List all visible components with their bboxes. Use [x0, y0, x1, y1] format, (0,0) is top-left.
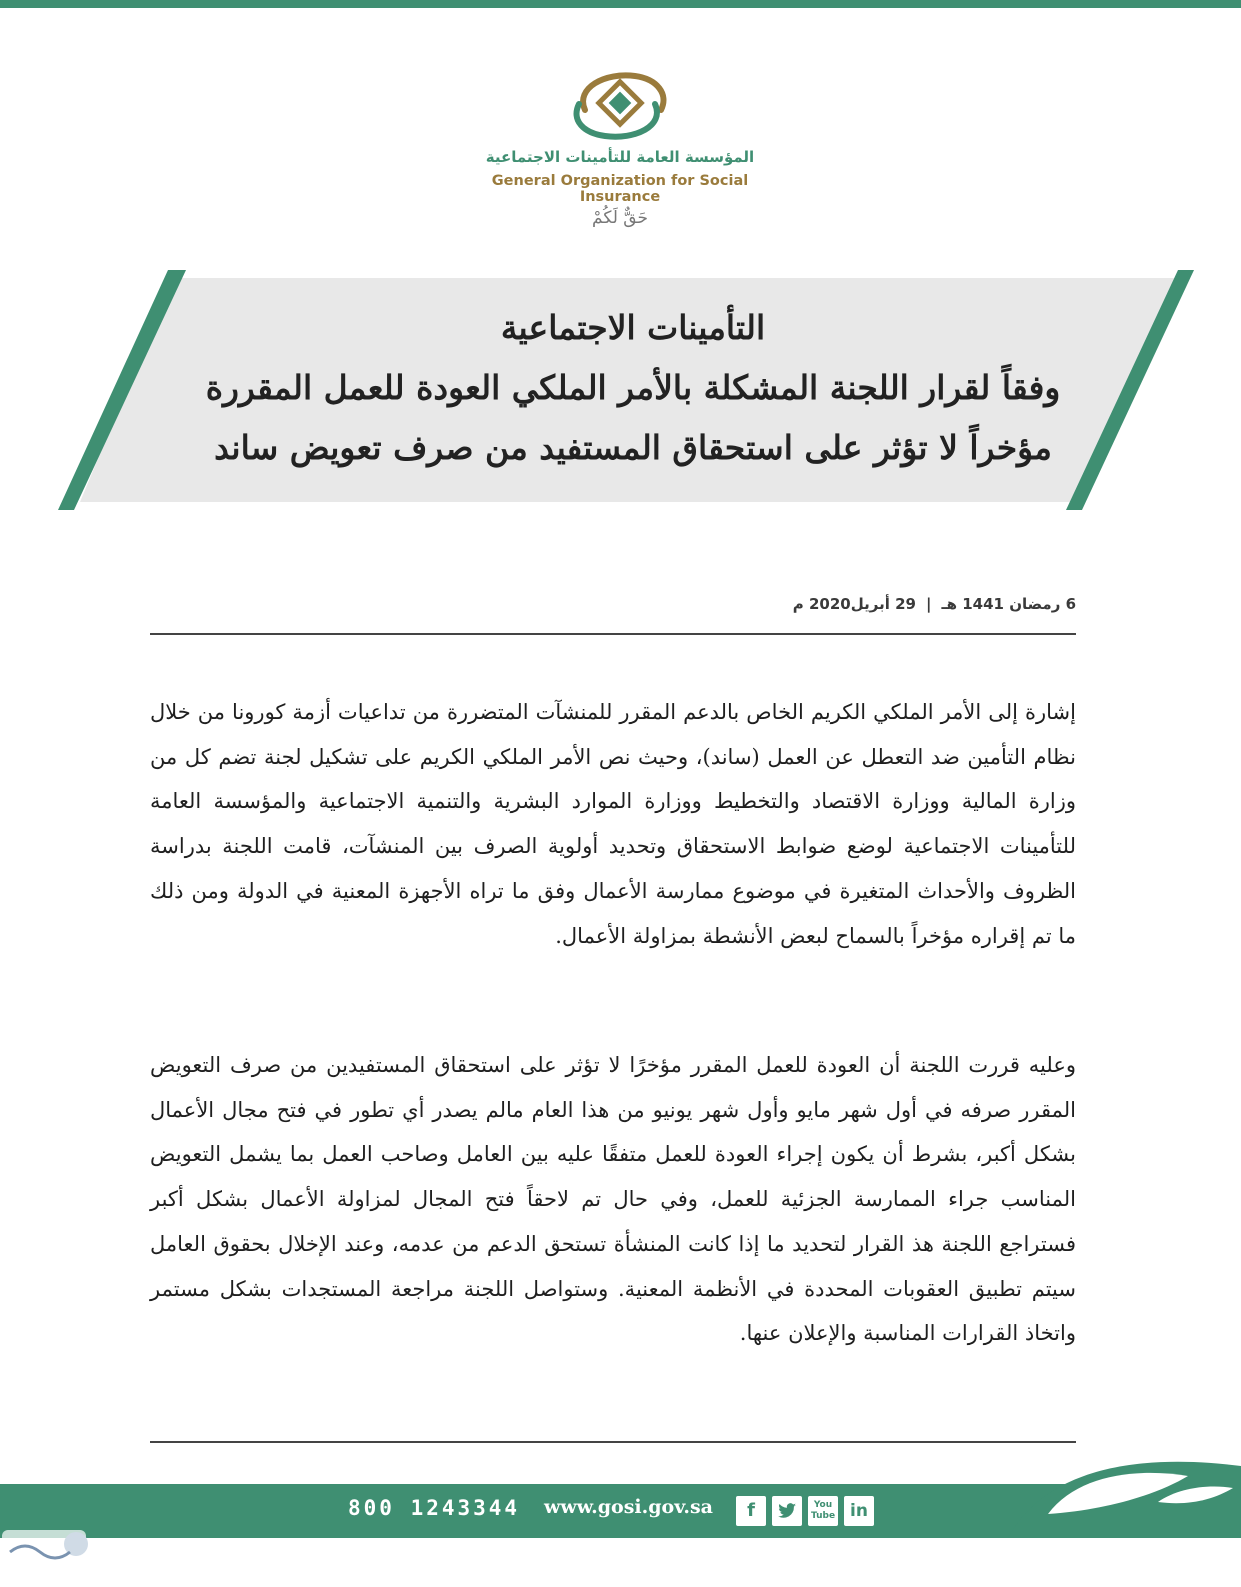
- youtube-label-top: You: [813, 1500, 833, 1510]
- linkedin-icon[interactable]: in: [844, 1496, 874, 1526]
- title-line-1: التأمينات الاجتماعية: [500, 308, 766, 347]
- youtube-label-bottom: Tube: [810, 1511, 836, 1521]
- divider-top: [150, 633, 1076, 635]
- gosi-logo: [465, 70, 775, 240]
- watermark-icon: [0, 1522, 100, 1572]
- tagline: حَقٌّ لَكُمْ: [592, 208, 648, 228]
- date-hijri: 6 رمضان 1441 هـ: [941, 595, 1076, 613]
- divider-bottom: [150, 1441, 1076, 1443]
- date-separator: |: [925, 595, 932, 613]
- date-gregorian: 29 أبريل2020 م: [792, 595, 916, 613]
- footer-phone[interactable]: 800 1243344: [348, 1496, 521, 1520]
- title-banner: [58, 270, 1208, 515]
- org-name-english: General Organization for Social Insurance: [491, 173, 749, 205]
- youtube-icon[interactable]: [808, 1496, 838, 1526]
- twitter-icon[interactable]: [772, 1496, 802, 1526]
- title-line-2: وفقاً لقرار اللجنة المشكلة بالأمر الملكي العودة للعمل المقررة: [205, 368, 1061, 407]
- gosi-logo-icon: [565, 70, 675, 142]
- body-paragraph-1: إشارة إلى الأمر الملكي الكريم الخاص بالدعم المقرر للمنشآت المتضررة من تداعيات أزمة كورونا من خلال نظام التأمين ضد التعطل عن العمل (ساند)، وحيث نص الأمر الملكي الكريم على تشكيل لجنة تضم كل من وزارة المالية ووزارة الاقتصاد والتخطيط ووزارة الموارد البشرية والتنمية الاجتماعية والمؤسسة العامة للتأمينات الاجتماعية لوضع ضوابط الاستحقاق وتحديد أولوية الصرف بين المنشآت، قامت اللجنة بدراسة الظروف والأحداث المتغيرة في موضوع ممارسة الأعمال وفق ما تراه الأجهزة المعنية في الدولة ومن ذلك ما تم إقراره مؤخراً بالسماح لبعض الأنشطة بمزاولة الأعمال.: [150, 700, 1076, 948]
- body-paragraph-2: وعليه قررت اللجنة أن العودة للعمل المقرر مؤخرًا لا تؤثر على استحقاق المستفيدين من صرف التعويض المقرر صرفه في أول شهر مايو وأول شهر يونيو من هذا العام مالم يصدر أي تطور في فتح مجال الأعمال بشكل أكبر، بشرط أن يكون إجراء العودة للعمل متفقًا عليه بين العامل وصاحب العمل بما يشمل التعويض المناسب جراء الممارسة الجزئية للعمل، وفي حال تم لاحقاً فتح المجال لمزاولة الأعمال بشكل أكبر فستراجع اللجنة هذ القرار لتحديد ما إذا كانت المنشأة تستحق الدعم من عدمه، وعند الإخلال بحقوق العامل سيتم تطبيق العقوبات المحددة في الأنظمة المعنية. وستواصل اللجنة مراجعة المستجدات بشكل مستمر واتخاذ القرارات المناسبة والإعلان عنها.: [150, 1053, 1076, 1346]
- date-line: [150, 595, 1076, 613]
- leaf-icon: [1008, 1454, 1241, 1538]
- org-name-arabic: المؤسسة العامة للتأمينات الاجتماعية: [485, 148, 755, 166]
- title-line-3: مؤخراً لا تؤثر على استحقاق المستفيد من صرف تعويض ساند: [214, 428, 1052, 467]
- top-accent-bar: [0, 0, 1241, 8]
- footer-website[interactable]: www.gosi.gov.sa: [544, 1496, 713, 1518]
- facebook-icon[interactable]: f: [736, 1496, 766, 1526]
- footer: [0, 1484, 1241, 1587]
